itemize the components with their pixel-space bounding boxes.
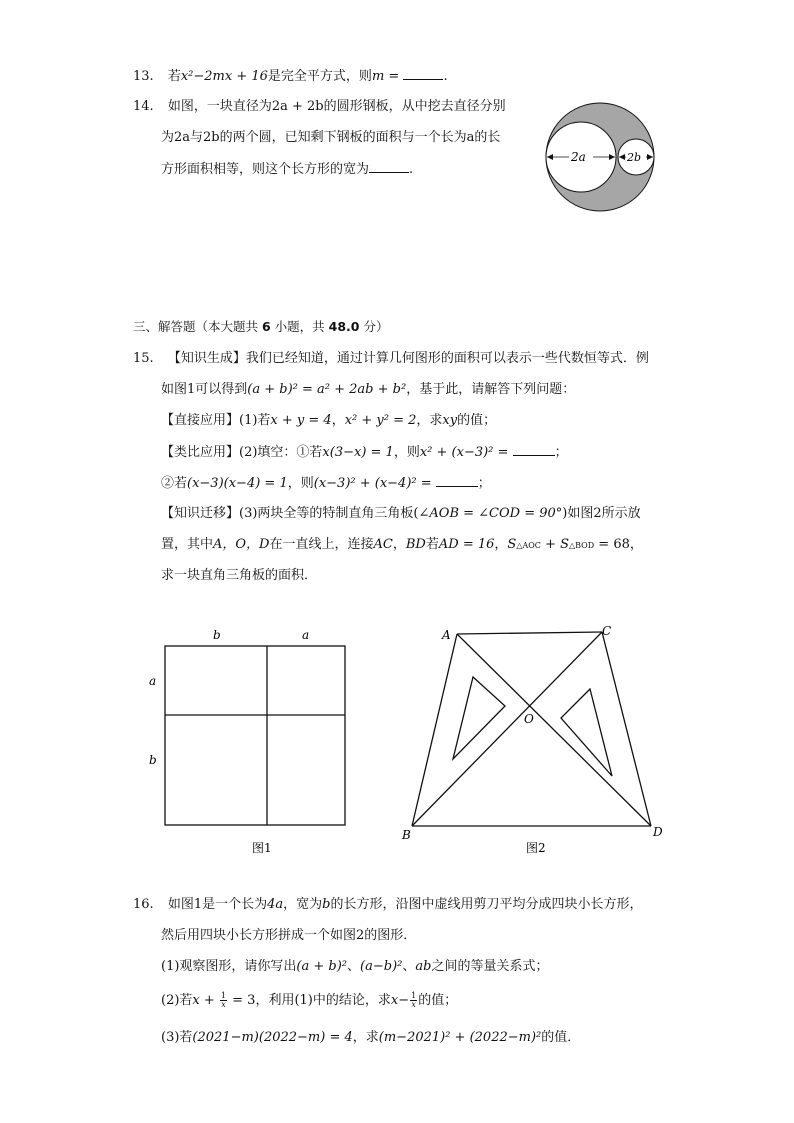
q15-line7-b: 在一直线上，连接 [269, 537, 374, 552]
question-16-line-1 [133, 896, 643, 914]
left-inner-triangle [453, 677, 505, 759]
segment-ab [412, 634, 457, 826]
q13-expression: x²−2mx + 16 [180, 69, 268, 84]
q13-variable: m [371, 69, 385, 84]
segment-ac [457, 632, 602, 634]
point-o-label: O [524, 712, 534, 726]
question-15-line-7 [161, 536, 643, 555]
q16-line4-c: ，利用(1)中的结论，求 [255, 993, 391, 1008]
q15-eq4: x² + (x−3)² = [419, 445, 513, 460]
q15-line7-a: 置，其中 [161, 537, 214, 552]
q16-line3-b: 之间的等量关系式； [431, 959, 549, 974]
q16-line3-a: (1)观察图形，请你写出 [161, 959, 297, 974]
q16-line1-c: 的长方形，沿图中虚线用剪刀平均分成四块小长方形， [330, 897, 643, 912]
point-a-label: A [442, 628, 451, 642]
outer-square [165, 646, 345, 825]
point-b-label: B [402, 828, 411, 842]
question-number: 15. [133, 351, 154, 366]
q16-width: b [322, 897, 331, 912]
q16-length: 4a [267, 897, 284, 912]
label-left-a: a [149, 674, 157, 688]
question-14-line-2 [161, 129, 500, 147]
q15-plus: + [540, 537, 561, 552]
segment-bc [412, 632, 602, 826]
q15-eq6: (x−3)² + (x−4)² = [313, 476, 436, 491]
figure-1-square [140, 622, 360, 862]
q15-segment-ac: AC [373, 537, 393, 552]
q15-line4-end: ； [554, 445, 568, 460]
q15-angle-eq: ∠AOB = ∠COD = 90° [418, 506, 563, 521]
fraction-denominator: x [411, 1000, 416, 1009]
answer-blank[interactable] [436, 474, 478, 487]
segment-ad [457, 634, 651, 826]
q13-eq: = [384, 69, 404, 84]
q14-line1: 如图，一块直径为2a + 2b的圆形钢板，从中挖去直径分别 [167, 99, 506, 114]
q16-line5-b: ，求 [352, 1030, 379, 1045]
fraction-numerator: 1 [220, 991, 227, 1000]
q14-line3: 方形面积相等，则这个长方形的宽为 [161, 162, 370, 177]
separator: 、 [402, 959, 416, 974]
question-15-line-2 [161, 381, 575, 399]
q16-expr2: (a−b)² [360, 959, 403, 974]
q15-line7-d: 若 [425, 537, 439, 552]
q15-line3-c: 的值； [457, 413, 497, 428]
q15-area-s2: S [560, 537, 569, 552]
q14-line2: 为2a与2b的两个圆，已知剩下钢板的面积与一个长为a的长 [161, 130, 501, 145]
figure-2-caption: 图2 [526, 841, 546, 855]
q15-area-s1: S [507, 537, 517, 552]
q15-line2-a: 如图1可以得到 [161, 382, 248, 397]
q16-line5-c: 的值． [541, 1030, 581, 1045]
q16-line2: 然后用四块小长方形拼成一个如图2的图形． [161, 928, 417, 943]
fraction-numerator: 1 [411, 991, 417, 1000]
question-number: 14. [133, 99, 154, 114]
question-15-line-6 [161, 505, 641, 523]
separator: 、 [347, 959, 361, 974]
separator: ， [392, 537, 406, 552]
q16-line4-a: (2)若 [161, 993, 193, 1008]
q16-expr-x: x + [192, 993, 219, 1008]
separator: ， [629, 537, 643, 552]
q16-expr1: (a + b)² [296, 959, 348, 974]
section-title-b: 小题，共 [270, 319, 329, 334]
q16-line4-b: = 3 [228, 993, 256, 1008]
q15-line4-b: ，则 [393, 445, 420, 460]
point-c-label: C [602, 624, 612, 638]
q14-end: . [409, 162, 414, 177]
q15-points: A，O，D [213, 537, 270, 552]
section-count: 6 [261, 319, 271, 334]
q15-line2-b: ，基于此，请解答下列问题： [406, 382, 576, 397]
q16-line1-b: ，宽为 [283, 897, 323, 912]
q15-eq5: (x−3)(x−4) = 1 [187, 476, 288, 491]
q16-eq2: (m−2021)² + (2022−m)² [378, 1030, 542, 1045]
question-14-line-3 [161, 160, 413, 179]
q15-line4-a: 【类比应用】(2)填空：①若 [161, 445, 323, 460]
question-16-line-3 [161, 958, 548, 976]
section-score: 48.0 [328, 319, 360, 334]
q13-text-a: 若 [167, 69, 181, 84]
fraction-1-over-x [410, 992, 417, 1009]
question-16-line-5 [161, 1029, 580, 1047]
section-title-a: 三、解答题（本大题共 [133, 319, 262, 334]
section-3-header [133, 318, 388, 336]
q15-line6-b: )如图2所示放 [562, 506, 641, 521]
label-top-b: b [213, 628, 221, 642]
q16-expr3: ab [415, 959, 432, 974]
figure-1-caption: 图1 [252, 841, 272, 855]
q15-area-total: = 68 [594, 537, 630, 552]
label-top-a: a [302, 628, 310, 642]
q16-expr-x2: x− [390, 993, 410, 1008]
question-number: 13. [133, 69, 154, 84]
question-16-line-2 [161, 927, 416, 945]
question-15-line-4 [161, 443, 568, 462]
q15-line6-a: 【知识迁移】(3)两块全等的特制直角三角板( [161, 506, 419, 521]
q15-ad-eq: AD = 16 [438, 537, 495, 552]
q15-line5-end: ； [477, 476, 491, 491]
fraction-1-over-x [220, 992, 227, 1009]
fraction-denominator: x [221, 1000, 226, 1009]
q16-line4-d: 的值； [418, 993, 458, 1008]
question-15-line-5 [161, 474, 491, 493]
question-15-line-3 [161, 412, 496, 430]
q15-line3-a: 【直接应用】(1)若 [161, 413, 271, 428]
q15-segment-bd: BD [405, 537, 426, 552]
question-14-line-1 [133, 98, 506, 116]
label-2a: 2a [571, 150, 586, 164]
label-2b: 2b [627, 151, 642, 164]
q13-end: . [443, 69, 448, 84]
segment-cd [602, 632, 651, 826]
label-left-b: b [149, 753, 157, 767]
answer-blank[interactable] [513, 443, 555, 456]
separator: ， [331, 413, 345, 428]
section-title-c: 分） [359, 319, 389, 334]
question-15-line-1 [133, 350, 649, 368]
question-13 [133, 67, 448, 86]
separator: ， [494, 537, 508, 552]
q15-line3-b: ，求 [416, 413, 443, 428]
q15-area-sub2: △BOD [569, 541, 595, 550]
circle-steel-plate-figure [543, 100, 663, 216]
q15-eq1: x + y = 4 [270, 413, 332, 428]
q16-eq1: (2021−m)(2022−m) = 4 [192, 1030, 353, 1045]
q16-line5-a: (3)若 [161, 1030, 193, 1045]
q15-line5-b: ，则 [287, 476, 314, 491]
q15-line8: 求一块直角三角板的面积． [161, 568, 318, 583]
question-16-line-4 [161, 992, 457, 1010]
q16-line1-a: 如图1是一个长为 [167, 897, 268, 912]
q15-area-sub1: △AOC [516, 541, 541, 550]
q15-line1: 【知识生成】我们已经知道，通过计算几何图形的面积可以表示一些代数恒等式．例 [167, 351, 649, 366]
q15-line5-a: ②若 [161, 476, 188, 491]
question-number: 16. [133, 897, 154, 912]
answer-blank[interactable] [369, 160, 409, 173]
point-d-label: D [653, 825, 663, 839]
q15-eq3: x(3−x) = 1 [322, 445, 394, 460]
answer-blank[interactable] [403, 67, 443, 80]
question-15-line-8 [161, 567, 317, 585]
q15-identity: (a + b)² = a² + 2ab + b² [247, 382, 407, 397]
q15-eq2: x² + y² = 2 [344, 413, 417, 428]
figure-2-triangles [395, 622, 675, 862]
q13-text-b: 是完全平方式，则 [267, 69, 372, 84]
q15-var: xy [442, 413, 458, 428]
